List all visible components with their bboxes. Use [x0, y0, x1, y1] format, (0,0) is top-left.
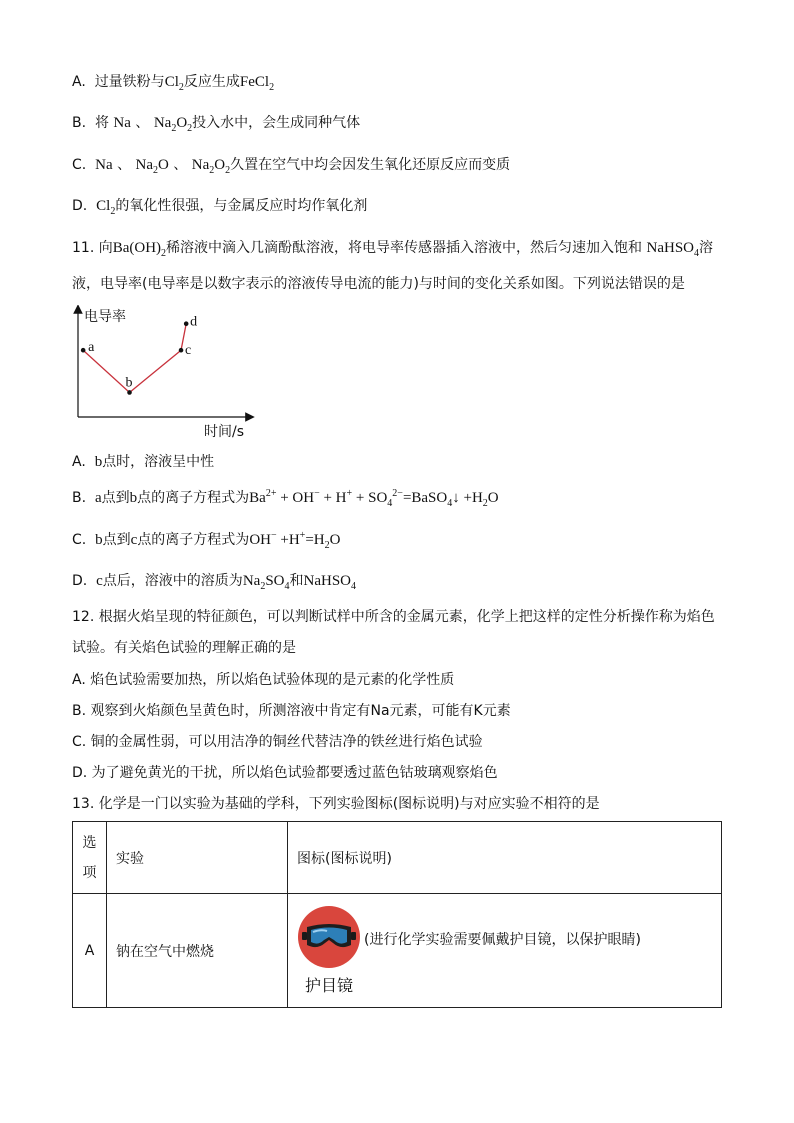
data-point-a: [81, 348, 86, 353]
q12-option-b: B. 观察到火焰颜色呈黄色时，所测溶液中肯定有Na元素，可能有K元素: [72, 703, 511, 719]
data-point-d: [184, 321, 189, 326]
data-label-d: d: [190, 314, 198, 330]
data-label-c: c: [185, 343, 192, 359]
q12-stem-line2: 试验。有关焰色试验的理解正确的是: [72, 640, 296, 656]
q11-option-d: D. c点后，溶液中的溶质为$Na_2SO_4$和NaHSO$_4$: [72, 573, 356, 592]
q12-option-a: A. 焰色试验需要加热，所以焰色试验体现的是元素的化学性质: [72, 672, 455, 688]
q11-option-a: A. b点时，溶液呈中性: [72, 454, 215, 470]
goggles-description: (进行化学实验需要佩戴护目镜，以保护眼睛): [364, 932, 641, 948]
table-header-row: [73, 822, 722, 894]
header-experiment: 实验: [107, 822, 288, 894]
row-icon-cell: [288, 894, 722, 1008]
data-label-b: b: [125, 375, 133, 391]
q11-stem-line2: 液，电导率(电导率是以数字表示的溶液传导电流的能力)与时间的变化关系如图。下列说法错误的是: [72, 276, 685, 292]
q10-option-d: D. $Cl_2$的氧化性很强，与金属反应时均作氧化剂: [72, 198, 368, 217]
header-icon: 图标(图标说明): [288, 822, 722, 894]
header-option: 选 项: [73, 822, 107, 894]
x-axis-label: 时间/s: [204, 424, 245, 440]
q11-stem-line1: 11. 向$Ba(OH)_2$稀溶液中滴入几滴酚酞溶液，将电导率传感器插入溶液中，然后匀速加入饱和 NaHSO$_4$溶: [72, 240, 713, 259]
data-point-c: [179, 348, 184, 353]
conductivity-curve: [83, 324, 186, 393]
table-row: [73, 894, 722, 1008]
q13-table: [72, 821, 722, 1008]
q10-option-c: C. Na 、 $Na_2O$ 、 $Na_2O_2$久置在空气中均会因发生氧化还原反应而变质: [72, 157, 511, 176]
y-axis-label: 电导率: [84, 309, 126, 325]
q10-option-a: A. 过量铁粉与$Cl_2$反应生成FeCl$_2$: [72, 74, 275, 93]
q13-stem: 13. 化学是一门以实验为基础的学科，下列实验图标(图标说明)与对应实验不相符的是: [72, 796, 600, 812]
q12-option-c: C. 铜的金属性弱，可以用洁净的铜丝代替洁净的铁丝进行焰色试验: [72, 734, 483, 750]
q11-option-b: B. a点到b点的离子方程式为$Ba^{2+} + OH^- + H^+$ + $SO_4^{2-}=BaSO_4↓ +H_2O$: [72, 488, 499, 509]
conductivity-chart: [64, 305, 264, 441]
data-label-a: a: [88, 340, 95, 356]
row-experiment: 钠在空气中燃烧: [107, 894, 288, 1008]
q12-stem-line1: 12. 根据火焰呈现的特征颜色，可以判断试样中所含的金属元素，化学上把这样的定性分析操作称为焰色: [72, 609, 715, 625]
q11-option-c: C. b点到c点的离子方程式为$OH^- +H^+=H_2O$: [72, 530, 341, 551]
row-option: A: [73, 894, 107, 1008]
q12-option-d: D. 为了避免黄光的干扰，所以焰色试验都要透过蓝色钴玻璃观察焰色: [72, 765, 498, 781]
goggles-icon: [297, 905, 361, 969]
q10-option-b: B. 将 Na 、 $Na_2O_2$投入水中，会生成同种气体: [72, 115, 361, 134]
goggles-label: 护目镜: [304, 976, 353, 995]
data-point-b: [127, 390, 132, 395]
